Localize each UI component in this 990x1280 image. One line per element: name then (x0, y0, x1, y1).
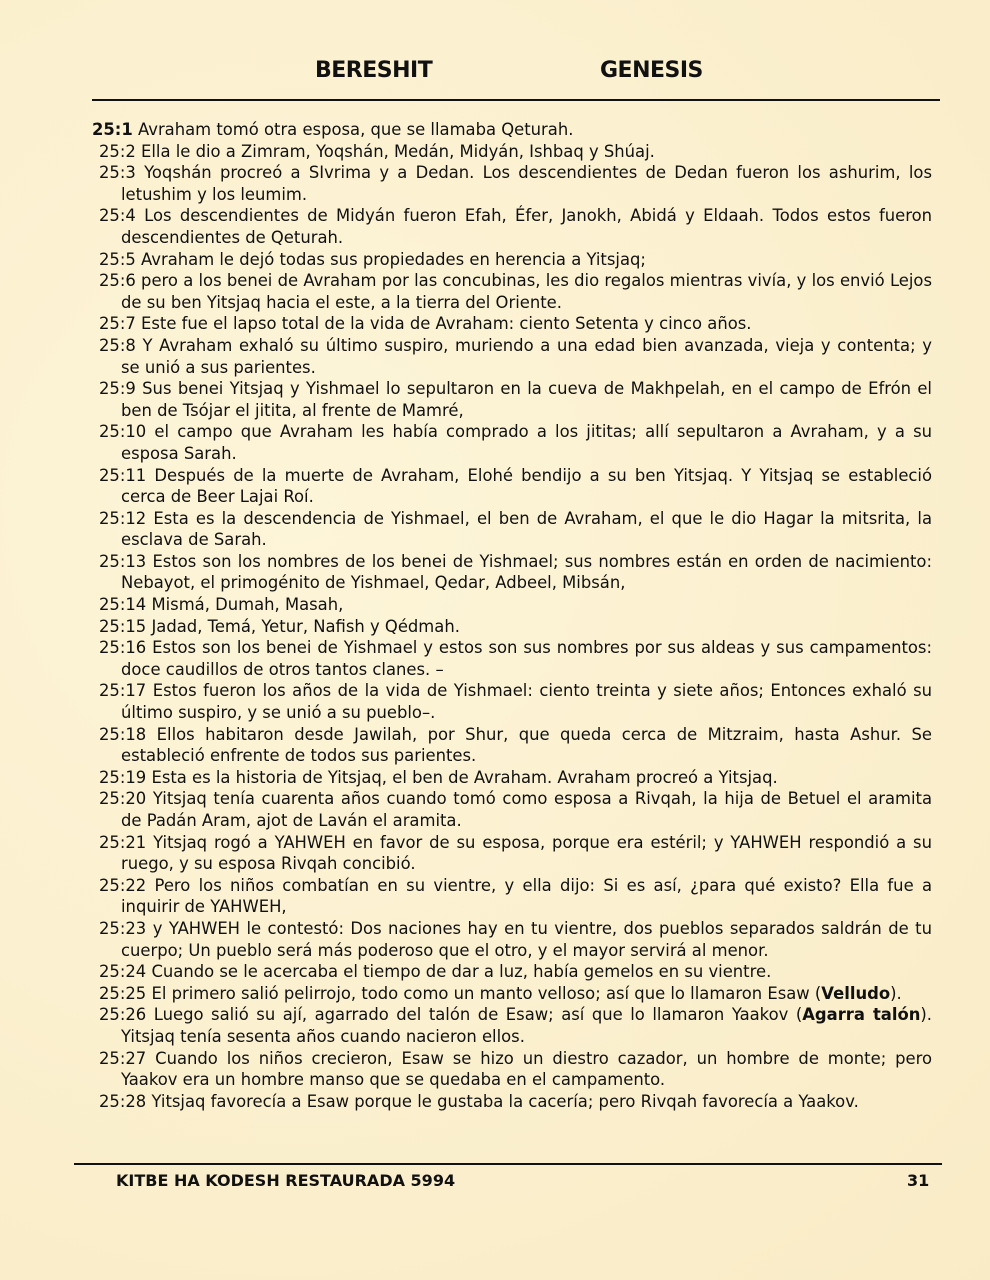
verse-text: Mismá, Dumah, Masah, (146, 595, 344, 615)
verse-text: el campo que Avraham les había comprado a los jititas; allí sepultaron a Avraham, y a su esposa Sarah. (121, 422, 932, 463)
verse-ref: 25:1 (92, 120, 133, 139)
verse-ref: 25:23 (99, 918, 147, 938)
verse-text: Esta es la descendencia de Yishmael, el ben de Avraham, el que le dio Hagar la mitsrita, la esclava de Sarah. (121, 508, 932, 550)
verse (92, 788, 932, 831)
verse (92, 875, 932, 918)
verse-ref: 25:14 (99, 595, 147, 615)
verse-text: Este fue el lapso total de la vida de Avraham: ciento Setenta y cinco años. (135, 314, 752, 334)
verse-ref: 25:21 (99, 832, 147, 852)
verse-text: Ella le dio a Zimram, Yoqshán, Medán, Midyán, Ishbaq y Shúaj. (135, 141, 655, 161)
page-header (0, 58, 990, 90)
verse-text: El primero salió pelirrojo, todo como un manto velloso; así que lo llamaron Esaw ( (146, 983, 822, 1003)
verse-text: Avraham tomó otra esposa, que se llamaba Qeturah. (132, 120, 574, 139)
verse-ref: 25:22 (99, 875, 147, 895)
verse-ref: 25:10 (99, 422, 147, 442)
footer-rule (74, 1163, 942, 1165)
verse-list (92, 119, 932, 1112)
verse-ref: 25:18 (99, 724, 147, 744)
verse-ref: 25:3 (99, 163, 136, 183)
verse-text: Cuando se le acercaba el tiempo de dar a luz, había gemelos en su vientre. (146, 962, 772, 982)
verse-ref: 25:9 (99, 379, 136, 399)
verse-ref: 25:20 (99, 789, 147, 809)
verse-ref: 25:25 (99, 983, 147, 1003)
verse (92, 594, 932, 616)
verse (92, 961, 932, 983)
verse (92, 270, 932, 313)
verse-ref: 25:8 (99, 335, 136, 355)
verse (92, 767, 932, 789)
verse-ref: 25:27 (99, 1048, 147, 1068)
verse (92, 249, 932, 271)
verse-ref: 25:12 (99, 508, 147, 528)
verse-ref: 25:24 (99, 962, 147, 982)
verse (92, 162, 932, 205)
verse (92, 313, 932, 335)
verse-text: Ellos habitaron desde Jawilah, por Shur, que queda cerca de Mitzraim, hasta Ashur. Se estableció enfrente de todos sus parientes. (121, 724, 932, 766)
verse (92, 918, 932, 961)
verse (92, 465, 932, 508)
verse (92, 119, 932, 141)
verse-text: Sus benei Yitsjaq y Yishmael lo sepultaron en la cueva de Makhpelah, en el campo de Efrón el ben de Tsójar el jitita, al frente de Mamré, (121, 379, 932, 420)
verse (92, 205, 932, 248)
verse (92, 1048, 932, 1091)
verse-text: Esta es la historia de Yitsjaq, el ben de Avraham. Avraham procreó a Yitsjaq. (146, 767, 778, 787)
verse-text: Yitsjaq tenía cuarenta años cuando tomó como esposa a Rivqah, la hija de Betuel el aramita de Padán Aram, ajot de Laván el aramita. (121, 789, 932, 830)
verse (92, 421, 932, 464)
verse-text: Los descendientes de Midyán fueron Efah, Éfer, Janokh, Abidá y Eldaah. Todos estos fueron descendientes de Qeturah. (121, 206, 932, 247)
verse-emphasis: Velludo (821, 983, 891, 1003)
verse-ref: 25:28 (99, 1091, 147, 1111)
header-rule (92, 99, 940, 101)
header-book-spanish: GENESIS (600, 58, 703, 83)
verse (92, 680, 932, 723)
verse-ref: 25:17 (99, 681, 147, 701)
verse (92, 141, 932, 163)
verse (92, 335, 932, 378)
verse-ref: 25:6 (99, 271, 136, 291)
verse-text: Yitsjaq rogó a YAHWEH en favor de su esposa, porque era estéril; y YAHWEH respondió a su ruego, y su esposa Rivqah concibió. (121, 832, 932, 874)
verse-text: Estos son los benei de Yishmael y estos son sus nombres por sus aldeas y sus campamentos: doce caudillos de otros tantos clanes. – (121, 638, 932, 679)
verse (92, 551, 932, 594)
verse-text: Pero los niños combatían en su vientre, y ella dijo: Si es así, ¿para qué existo? Ella fue a inquirir de YAHWEH, (121, 875, 932, 917)
verse (92, 637, 932, 680)
verse-text: Cuando los niños crecieron, Esaw se hizo un diestro cazador, un hombre de monte; pero Yaakov era un hombre manso que se quedaba en el campamento. (121, 1048, 932, 1090)
verse-text: Estos son los nombres de los benei de Yishmael; sus nombres están en orden de nacimiento: Nebayot, el primogénito de Yishmael, Qedar, Adbeel, Mibsán, (121, 551, 932, 593)
verse-text-after: ). (890, 983, 902, 1003)
verse (92, 378, 932, 421)
verse-ref: 25:4 (99, 206, 136, 226)
verse-ref: 25:5 (99, 249, 136, 269)
verse-ref: 25:19 (99, 767, 147, 787)
verse-text: Y Avraham exhaló su último suspiro, muriendo a una edad bien avanzada, vieja y contenta; y se unió a sus parientes. (121, 335, 932, 377)
verse-ref: 25:15 (99, 616, 147, 636)
verse-text: Estos fueron los años de la vida de Yishmael: ciento treinta y siete años; Entonces exhaló su último suspiro, y se unió a su pueblo–. (121, 681, 932, 723)
header-book-hebrew: BERESHIT (315, 58, 433, 83)
verse (92, 832, 932, 875)
verse-text: Avraham le dejó todas sus propiedades en herencia a Yitsjaq; (135, 249, 646, 269)
verse-text: Yoqshán procreó a SIvrima y a Dedan. Los descendientes de Dedan fueron los ashurim, los letushim y los leumim. (121, 163, 932, 204)
verse-text: Después de la muerte de Avraham, Elohé bendijo a su ben Yitsjaq. Y Yitsjaq se estableció cerca de Beer Lajai Roí. (121, 465, 932, 507)
verse-emphasis: Agarra talón (802, 1005, 921, 1025)
verse-ref: 25:11 (99, 465, 147, 485)
verse-ref: 25:2 (99, 141, 136, 161)
verse (92, 508, 932, 551)
verse (92, 724, 932, 767)
verse-ref: 25:13 (99, 551, 147, 571)
verse-text: pero a los benei de Avraham por las concubinas, les dio regalos mientras vivía, y los envió Lejos de su ben Yitsjaq hacia el este, a la tierra del Oriente. (121, 271, 932, 312)
page-number: 31 (907, 1171, 930, 1190)
footer-title: KITBE HA KODESH RESTAURADA 5994 (116, 1171, 456, 1190)
verse-ref: 25:16 (99, 638, 147, 658)
verse (92, 1091, 932, 1113)
verse-text: y YAHWEH le contestó: Dos naciones hay en tu vientre, dos pueblos separados saldrán de tu cuerpo; Un pueblo será más poderoso que el otro, y el mayor servirá al menor. (121, 918, 932, 960)
verse-text: Jadad, Temá, Yetur, Nafish y Qédmah. (146, 616, 460, 636)
page-footer (0, 1171, 990, 1195)
verse-text-after: ). Yitsjaq tenía sesenta años cuando nacieron ellos. (121, 1005, 932, 1046)
verse-text: Luego salió su ají, agarrado del talón de Esaw; así que lo llamaron Yaakov ( (146, 1005, 803, 1025)
verse-ref: 25:26 (99, 1005, 147, 1025)
verse-ref: 25:7 (99, 314, 136, 334)
verse (92, 1004, 932, 1047)
verse-text: Yitsjaq favorecía a Esaw porque le gustaba la cacería; pero Rivqah favorecía a Yaakov. (146, 1091, 859, 1111)
verse (92, 983, 932, 1005)
verse (92, 616, 932, 638)
